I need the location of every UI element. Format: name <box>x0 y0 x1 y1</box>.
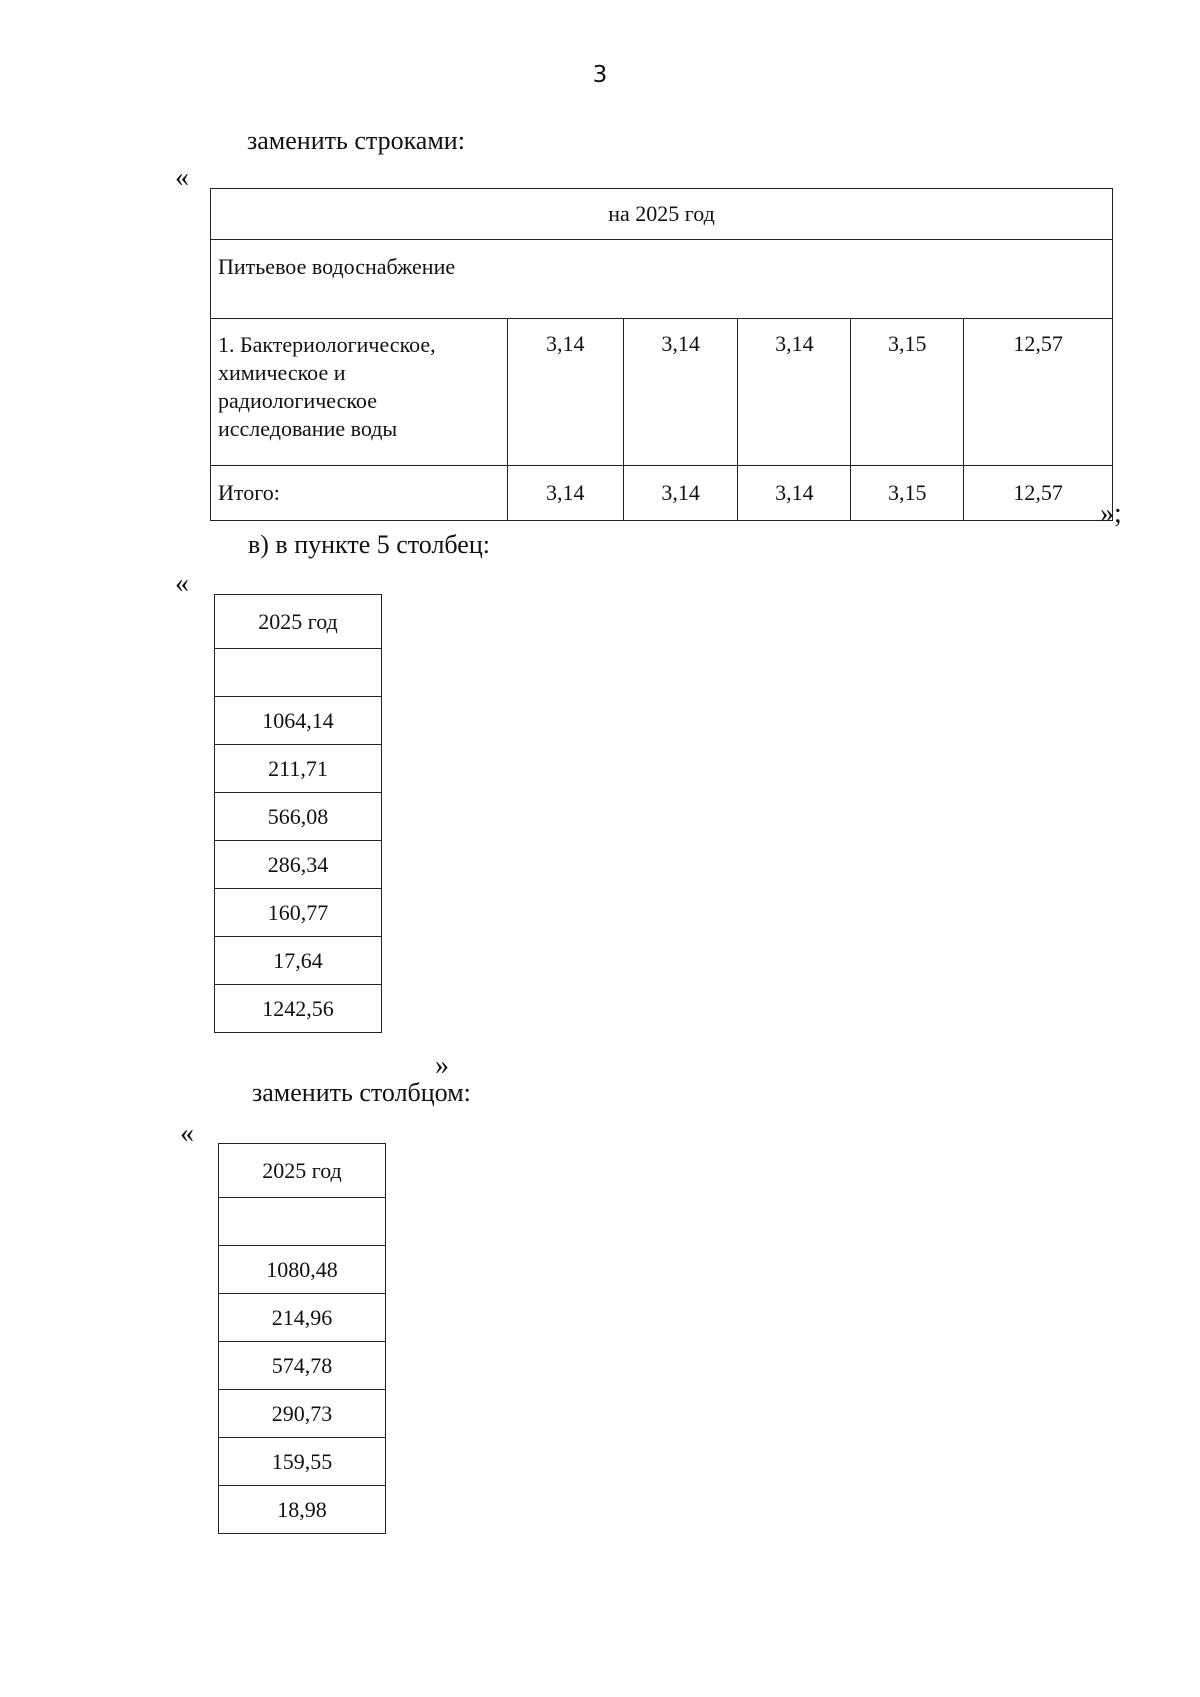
quote-close-semicolon: »; <box>1100 498 1122 529</box>
total-value-cell: 12,57 <box>964 466 1113 521</box>
item-value-cell: 12,57 <box>964 319 1113 466</box>
item-value-cell: 3,15 <box>851 319 964 466</box>
main-table <box>210 188 1113 521</box>
total-value-cell: 3,14 <box>738 466 851 521</box>
quote-open-2: « <box>175 568 189 599</box>
item-value-cell: 3,14 <box>738 319 851 466</box>
table-row <box>211 466 1113 521</box>
total-label-cell: Итого: <box>211 466 508 521</box>
column-cell: 214,96 <box>219 1294 386 1342</box>
column-cell: 160,77 <box>215 889 382 937</box>
new-column-table <box>218 1143 386 1534</box>
page-number: 3 <box>592 62 608 88</box>
column-cell: 1080,48 <box>219 1246 386 1294</box>
column-header-cell: 2025 год <box>219 1144 386 1198</box>
item-value-cell: 3,14 <box>507 319 623 466</box>
column-cell: 286,34 <box>215 841 382 889</box>
column-cell <box>215 649 382 697</box>
column-cell: 211,71 <box>215 745 382 793</box>
item-value-cell: 3,14 <box>623 319 738 466</box>
paragraph-replace-rows: заменить строками: <box>247 126 465 155</box>
column-cell: 18,98 <box>219 1486 386 1534</box>
paragraph-item-5: в) в пункте 5 столбец: <box>248 530 490 559</box>
total-value-cell: 3,14 <box>507 466 623 521</box>
table-row <box>211 319 1113 466</box>
column-cell: 159,55 <box>219 1438 386 1486</box>
quote-open-3: « <box>180 1118 194 1149</box>
column-cell: 566,08 <box>215 793 382 841</box>
quote-close: » <box>435 1050 449 1081</box>
column-cell: 17,64 <box>215 937 382 985</box>
column-cell: 290,73 <box>219 1390 386 1438</box>
column-cell: 574,78 <box>219 1342 386 1390</box>
column-header-cell: 2025 год <box>215 595 382 649</box>
column-cell: 1242,56 <box>215 985 382 1033</box>
old-column-table <box>214 594 382 1033</box>
quote-open-1: « <box>175 162 189 193</box>
total-value-cell: 3,15 <box>851 466 964 521</box>
paragraph-replace-column: заменить столбцом: <box>252 1078 471 1107</box>
year-header-cell: на 2025 год <box>211 189 1113 240</box>
total-value-cell: 3,14 <box>623 466 738 521</box>
section-cell: Питьевое водоснабжение <box>211 240 1113 319</box>
column-cell: 1064,14 <box>215 697 382 745</box>
item-label-cell: 1. Бактериологическое, химическое и радиологическое исследование воды <box>211 319 508 466</box>
column-cell <box>219 1198 386 1246</box>
